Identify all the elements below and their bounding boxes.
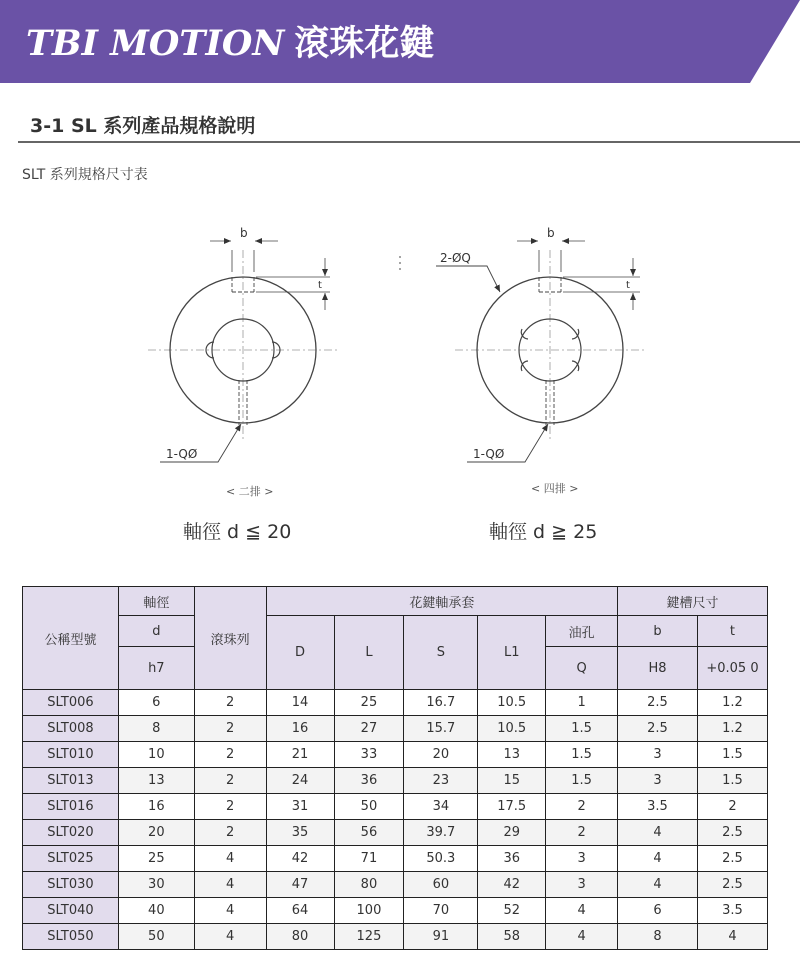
cell-model: SLT020: [23, 820, 119, 846]
cross-section-drawings: [0, 200, 800, 500]
cell-Q: 2: [546, 794, 618, 820]
drawing-four-row-labels: [440, 226, 630, 461]
label-hole: 1-QØ: [473, 447, 505, 461]
cell-D: 14: [266, 690, 334, 716]
cell-L: 25: [334, 690, 404, 716]
cell-S: 34: [404, 794, 478, 820]
cell-model: SLT010: [23, 742, 119, 768]
header-shaft: 軸徑: [118, 587, 194, 616]
header-key: 鍵槽尺寸: [618, 587, 768, 616]
cell-d: 16: [118, 794, 194, 820]
table-row: [23, 768, 768, 794]
cell-model: SLT008: [23, 716, 119, 742]
drawing-four-row: [436, 241, 645, 462]
cell-t: 2: [697, 794, 767, 820]
section-title: 3-1 SL 系列產品規格說明: [30, 115, 256, 137]
table-subtitle: SLT 系列規格尺寸表: [22, 167, 148, 183]
header-L: L: [334, 616, 404, 690]
cell-S: 23: [404, 768, 478, 794]
cell-model: SLT050: [23, 924, 119, 950]
cell-model: SLT013: [23, 768, 119, 794]
cell-S: 50.3: [404, 846, 478, 872]
cell-t: 1.2: [697, 690, 767, 716]
cell-b: 3: [618, 742, 698, 768]
cell-L: 80: [334, 872, 404, 898]
table-row: [23, 716, 768, 742]
cell-d: 50: [118, 924, 194, 950]
banner-title: [26, 16, 434, 66]
cell-rows: 2: [194, 768, 266, 794]
cell-rows: 2: [194, 794, 266, 820]
cell-D: 42: [266, 846, 334, 872]
cell-b: 3: [618, 768, 698, 794]
cell-d: 25: [118, 846, 194, 872]
cell-d: 10: [118, 742, 194, 768]
cell-Q: 3: [546, 846, 618, 872]
cell-L1: 17.5: [478, 794, 546, 820]
brand-logo: TBI MOTION: [26, 23, 285, 64]
cell-Q: 4: [546, 924, 618, 950]
table-row: [23, 690, 768, 716]
cell-Q: 3: [546, 872, 618, 898]
cell-L: 71: [334, 846, 404, 872]
cell-b: 8: [618, 924, 698, 950]
cell-rows: 4: [194, 924, 266, 950]
drawing-two-row-labels: [166, 226, 322, 461]
cell-S: 20: [404, 742, 478, 768]
cell-Q: 1.5: [546, 768, 618, 794]
cell-D: 35: [266, 820, 334, 846]
table-row: [23, 846, 768, 872]
cell-t: 2.5: [697, 872, 767, 898]
cell-Q: 1.5: [546, 716, 618, 742]
header-S: S: [404, 616, 478, 690]
header-L1: L1: [478, 616, 546, 690]
label-t: t: [318, 280, 322, 291]
cell-L1: 42: [478, 872, 546, 898]
cell-L: 100: [334, 898, 404, 924]
axis-label-two-row: 軸徑 d ≦ 20: [183, 521, 292, 543]
cell-t: 4: [697, 924, 767, 950]
cell-model: SLT030: [23, 872, 119, 898]
cell-b: 6: [618, 898, 698, 924]
cell-t: 1.5: [697, 742, 767, 768]
cell-L1: 58: [478, 924, 546, 950]
cell-b: 4: [618, 820, 698, 846]
cell-L: 27: [334, 716, 404, 742]
cell-L1: 10.5: [478, 716, 546, 742]
header-t-tol: +0.05 0: [697, 647, 767, 690]
cell-model: SLT016: [23, 794, 119, 820]
cell-L: 56: [334, 820, 404, 846]
cell-model: SLT025: [23, 846, 119, 872]
header-banner: [0, 0, 800, 83]
cell-d: 6: [118, 690, 194, 716]
cell-b: 3.5: [618, 794, 698, 820]
cell-L1: 52: [478, 898, 546, 924]
cell-D: 16: [266, 716, 334, 742]
cell-t: 3.5: [697, 898, 767, 924]
cell-rows: 2: [194, 716, 266, 742]
spec-table: [22, 586, 768, 950]
header-h7: h7: [118, 647, 194, 690]
table-row: [23, 794, 768, 820]
caption-four-row: < 四排 >: [531, 482, 579, 495]
cell-b: 4: [618, 872, 698, 898]
header-nut: 花鍵軸承套: [266, 587, 617, 616]
cell-S: 91: [404, 924, 478, 950]
label-b: b: [547, 226, 555, 240]
header-b: b: [618, 616, 698, 647]
cell-b: 4: [618, 846, 698, 872]
table-row: [23, 742, 768, 768]
cell-L: 125: [334, 924, 404, 950]
caption-two-row: < 二排 >: [226, 485, 274, 498]
cell-Q: 1: [546, 690, 618, 716]
header-Q: Q: [546, 647, 618, 690]
cell-d: 20: [118, 820, 194, 846]
header-d: d: [118, 616, 194, 647]
cell-Q: 1.5: [546, 742, 618, 768]
cell-S: 15.7: [404, 716, 478, 742]
cell-L1: 36: [478, 846, 546, 872]
cell-b: 2.5: [618, 716, 698, 742]
cell-d: 13: [118, 768, 194, 794]
cell-t: 1.5: [697, 768, 767, 794]
cell-rows: 2: [194, 742, 266, 768]
cell-rows: 2: [194, 820, 266, 846]
cell-L: 36: [334, 768, 404, 794]
cell-D: 21: [266, 742, 334, 768]
label-hole: 1-QØ: [166, 447, 198, 461]
cell-L1: 10.5: [478, 690, 546, 716]
cell-L: 50: [334, 794, 404, 820]
cell-rows: 2: [194, 690, 266, 716]
cell-D: 64: [266, 898, 334, 924]
label-t: t: [626, 280, 630, 291]
cell-d: 8: [118, 716, 194, 742]
cell-L1: 29: [478, 820, 546, 846]
cell-D: 24: [266, 768, 334, 794]
cell-S: 70: [404, 898, 478, 924]
cell-b: 2.5: [618, 690, 698, 716]
table-row: [23, 924, 768, 950]
header-balls: 滾珠列: [194, 587, 266, 690]
cell-model: SLT006: [23, 690, 119, 716]
header-t: t: [697, 616, 767, 647]
cell-t: 2.5: [697, 846, 767, 872]
cell-S: 39.7: [404, 820, 478, 846]
cell-D: 80: [266, 924, 334, 950]
cell-t: 2.5: [697, 820, 767, 846]
section-divider: [18, 141, 800, 143]
cell-model: SLT040: [23, 898, 119, 924]
separator-dots: [399, 256, 401, 270]
cell-rows: 4: [194, 872, 266, 898]
cell-L1: 15: [478, 768, 546, 794]
cell-D: 31: [266, 794, 334, 820]
product-title: 滾珠花鍵: [294, 24, 435, 64]
cell-Q: 4: [546, 898, 618, 924]
table-row: [23, 820, 768, 846]
cell-S: 60: [404, 872, 478, 898]
cell-Q: 2: [546, 820, 618, 846]
cell-S: 16.7: [404, 690, 478, 716]
cell-d: 30: [118, 872, 194, 898]
banner-corner: [750, 0, 800, 83]
cell-L: 33: [334, 742, 404, 768]
header-H8: H8: [618, 647, 698, 690]
cell-rows: 4: [194, 898, 266, 924]
label-oil: 2-ØQ: [440, 251, 471, 265]
header-model: 公稱型號: [23, 587, 119, 690]
cell-D: 47: [266, 872, 334, 898]
drawing-two-row: [148, 241, 337, 462]
cell-t: 1.2: [697, 716, 767, 742]
header-D: D: [266, 616, 334, 690]
table-row: [23, 872, 768, 898]
header-oil: 油孔: [546, 616, 618, 647]
label-b: b: [240, 226, 248, 240]
table-row: [23, 898, 768, 924]
axis-label-four-row: 軸徑 d ≧ 25: [489, 521, 598, 543]
cell-d: 40: [118, 898, 194, 924]
cell-L1: 13: [478, 742, 546, 768]
cell-rows: 4: [194, 846, 266, 872]
